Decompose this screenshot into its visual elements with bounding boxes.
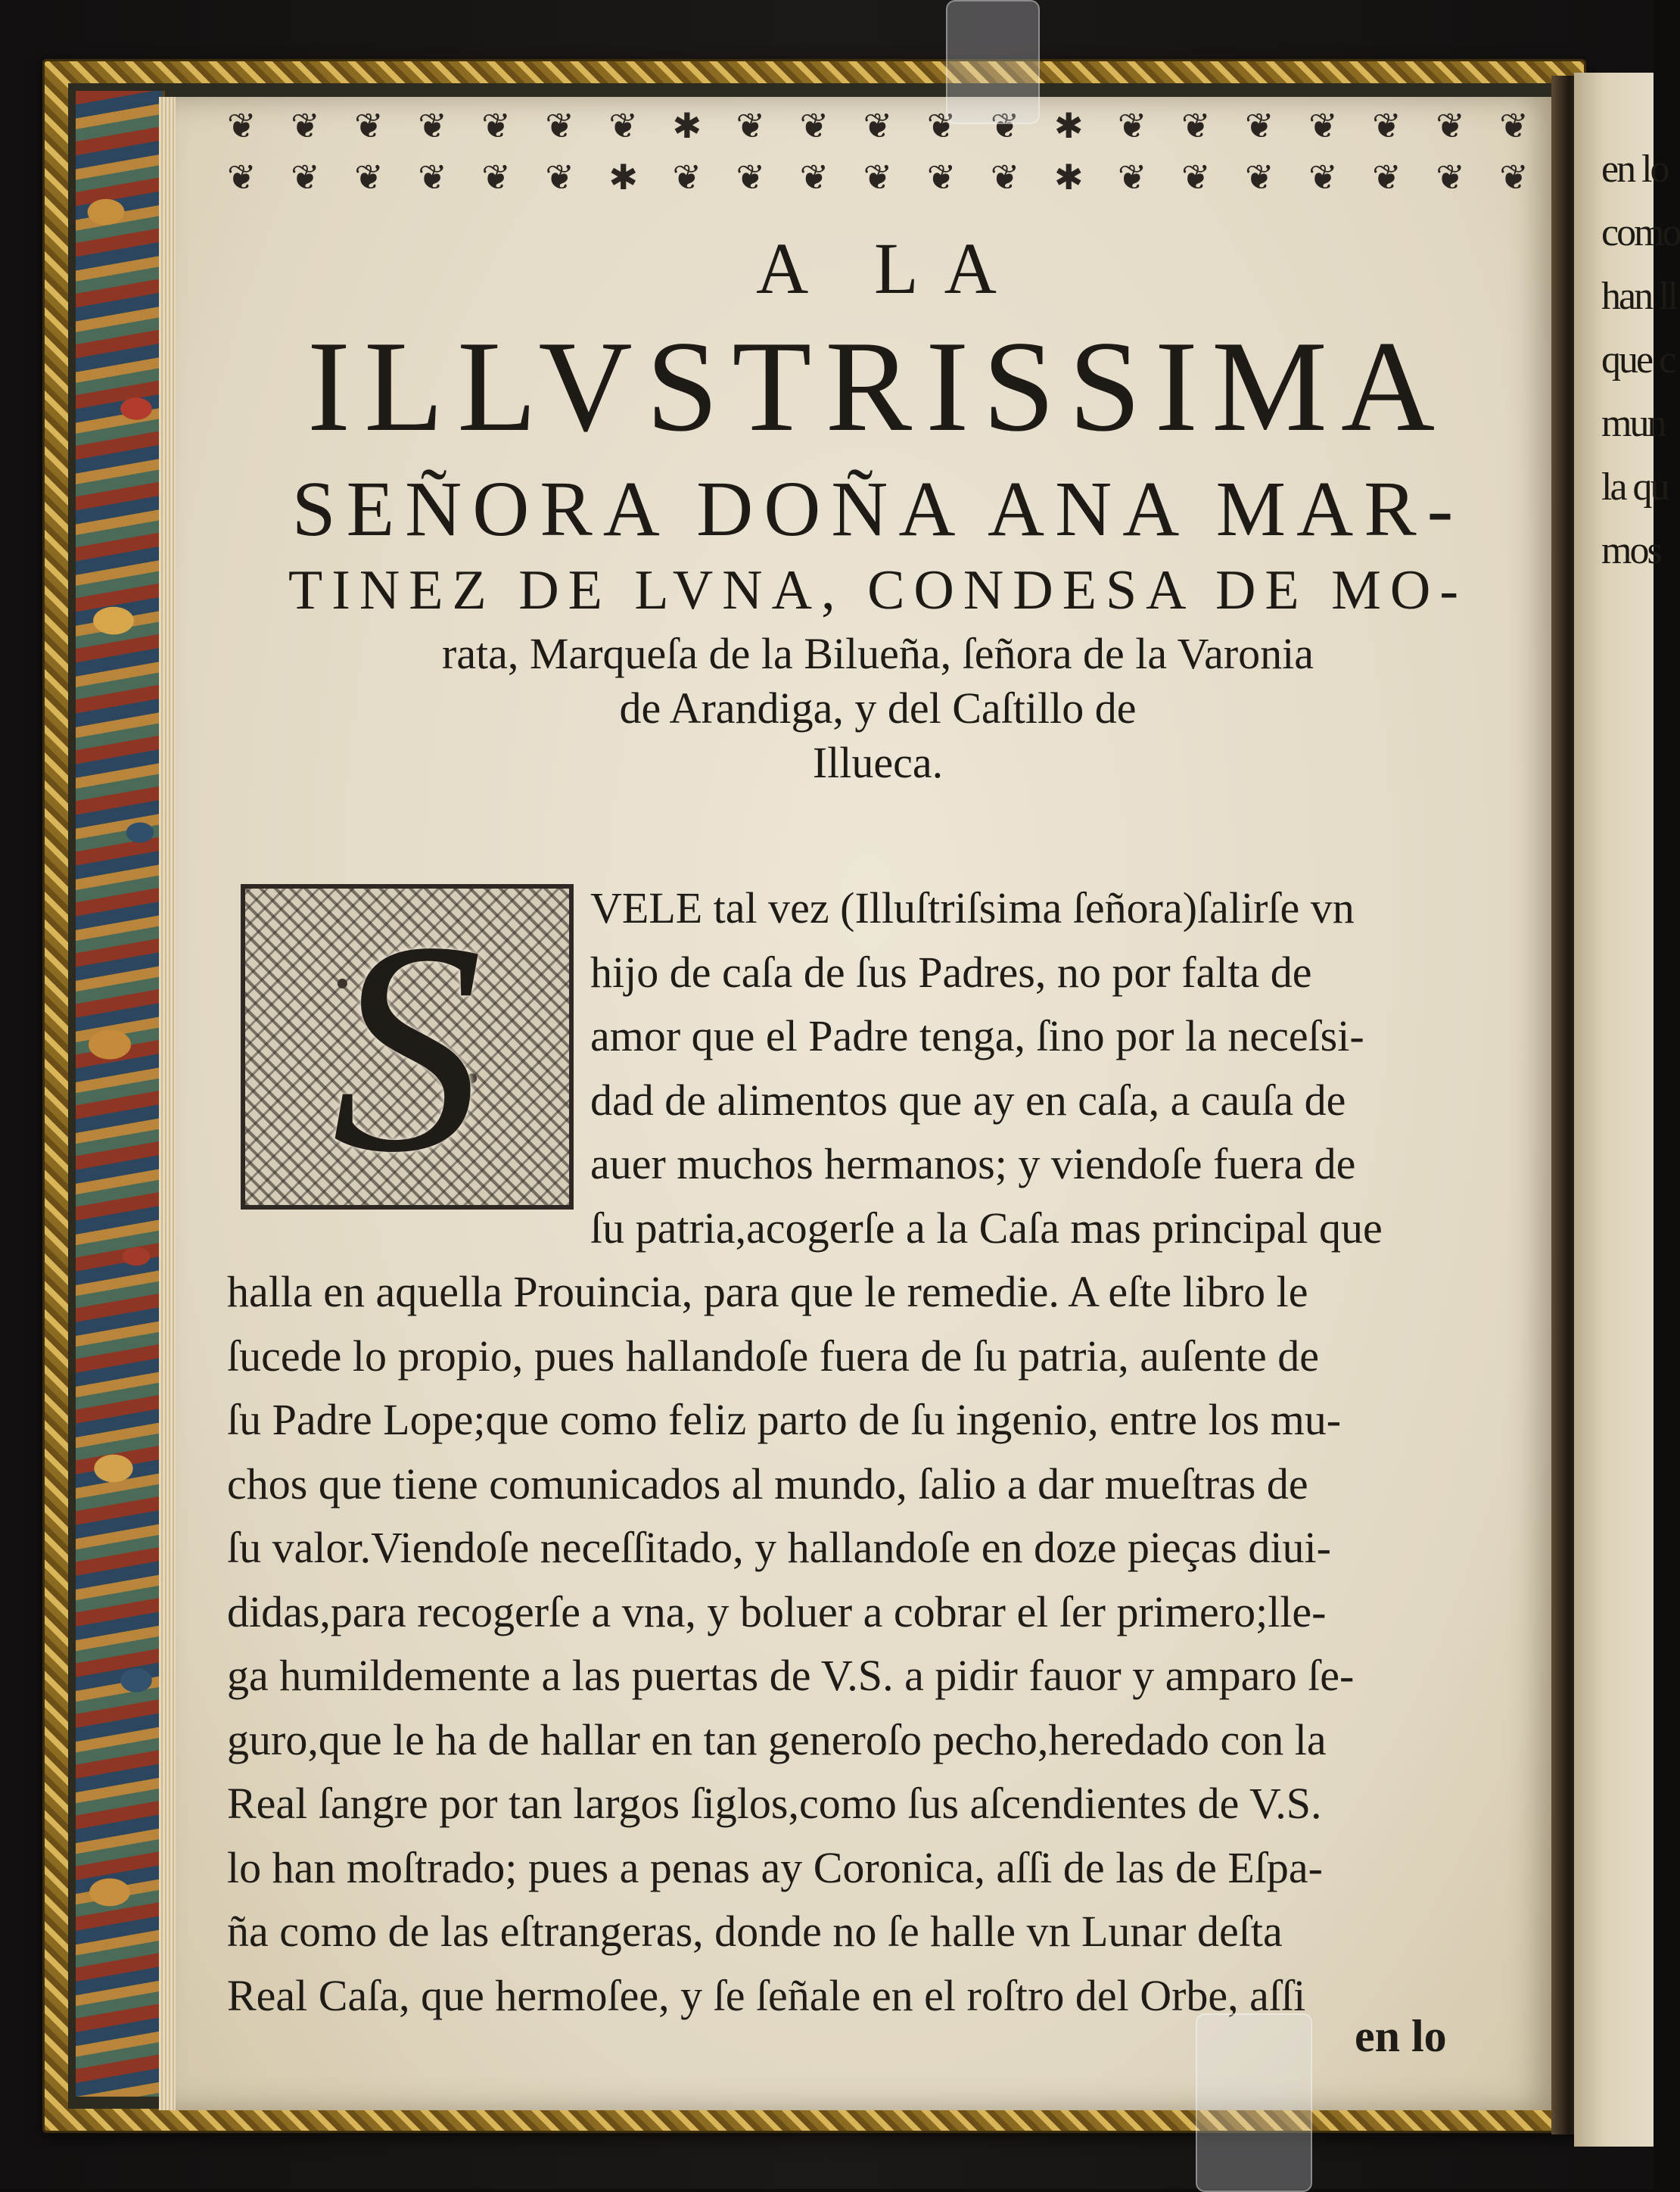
text-line: ſu Padre Lope;que como feliz parto de ſu ingenio, entre los mu- xyxy=(227,1395,1342,1444)
text-line: Real ſangre por tan largos ſiglos,como ſus aſcendientes de V.S. xyxy=(227,1779,1322,1828)
title-line: TINEZ DE LVNA, CONDESA DE MO- xyxy=(288,559,1467,621)
fleuron-ornament: ❦ xyxy=(799,105,829,146)
fleuron-ornament: ❦ xyxy=(608,105,638,146)
fleuron-ornament: ✱ xyxy=(1053,157,1084,198)
title-line: A LA xyxy=(756,228,1022,309)
fleuron-ornament: ❦ xyxy=(545,105,574,146)
fleuron-ornament: ❦ xyxy=(926,105,957,146)
title-line: ILLVSTRISSIMA xyxy=(306,315,1449,459)
ornament-row xyxy=(227,157,1529,197)
fleuron-ornament: ❦ xyxy=(418,157,447,198)
catchword: en lo xyxy=(1355,2011,1447,2061)
fleuron-ornament: ❦ xyxy=(354,157,384,198)
fleuron-ornament: ❦ xyxy=(418,105,447,146)
facing-text-line: en lo xyxy=(1601,148,1668,191)
text-line: ga humildemente a las puertas de V.S. a pidir fauor y amparo ſe- xyxy=(227,1651,1355,1700)
fleuron-ornament: ❦ xyxy=(736,105,766,146)
fleuron-ornament: ❦ xyxy=(481,157,511,198)
fleuron-ornament: ❦ xyxy=(1372,105,1402,146)
fleuron-ornament: ✱ xyxy=(1053,105,1084,146)
facing-text-line: que c xyxy=(1601,338,1675,381)
text-line: auer muchos hermanos; y viendoſe fuera de xyxy=(590,1139,1356,1188)
fleuron-ornament: ❦ xyxy=(1499,105,1529,146)
fleuron-ornament: ❦ xyxy=(799,157,829,198)
fleuron-ornament: ❦ xyxy=(1117,105,1147,146)
fleuron-ornament: ❦ xyxy=(736,157,766,198)
text-line: Real Caſa, que hermoſee, y ſe ſeñale en el roſtro del Orbe, aſſi xyxy=(227,1970,1306,2020)
printer-ornament-band xyxy=(227,106,1529,197)
fleuron-ornament: ✱ xyxy=(672,105,702,146)
title-line: SEÑORA DOÑA ANA MAR- xyxy=(291,465,1464,553)
text-line: amor que el Padre tenga, ſino por la neceſsi- xyxy=(590,1011,1364,1060)
page-clip-bottom xyxy=(1196,2013,1312,2192)
text-line: lo han moſtrado; pues a penas ay Coronica, aſſi de las de Eſpa- xyxy=(227,1842,1323,1892)
facing-text-line: como xyxy=(1601,211,1680,254)
title-line: rata, Marqueſa de la Bilueña, ſeñora de la Varonia xyxy=(442,629,1314,678)
dedication-title xyxy=(219,227,1536,790)
fleuron-ornament: ❦ xyxy=(1245,157,1274,198)
facing-text-line: han ll xyxy=(1601,275,1676,318)
facing-page xyxy=(1574,73,1680,2147)
fleuron-ornament: ❦ xyxy=(354,105,384,146)
dedication-body xyxy=(227,876,1536,2028)
text-line: didas,para recogerſe a vna, y boluer a cobrar el ſer primero;lle- xyxy=(227,1586,1327,1636)
facing-text-line: mun xyxy=(1601,402,1665,445)
text-line: dad de alimentos que ay en caſa, a cauſa de xyxy=(590,1075,1346,1125)
text-line: hijo de caſa de ſus Padres, no por falta de xyxy=(590,947,1312,997)
fleuron-ornament: ❦ xyxy=(1372,157,1402,198)
fleuron-ornament: ❦ xyxy=(1436,157,1465,198)
text-line: chos que tiene comunicados al mundo, ſalio a dar mueſtras de xyxy=(227,1459,1308,1509)
text-line: ſu valor.Viendoſe neceſſitado, y hallandoſe en doze pieças diui- xyxy=(227,1523,1331,1572)
fleuron-ornament: ❦ xyxy=(672,157,702,198)
text-line: ña como de las eſtrangeras, donde no ſe halle vn Lunar deſta xyxy=(227,1907,1283,1956)
fleuron-ornament: ❦ xyxy=(227,105,257,146)
facing-text-line: la qu xyxy=(1601,465,1668,509)
title-line: Illueca. xyxy=(812,738,944,787)
fleuron-ornament: ❦ xyxy=(1499,157,1529,198)
fleuron-ornament: ❦ xyxy=(1181,157,1211,198)
fleuron-ornament: ❦ xyxy=(545,157,574,198)
fleuron-ornament: ❦ xyxy=(1436,105,1465,146)
fleuron-ornament: ❦ xyxy=(481,105,511,146)
fleuron-ornament: ❦ xyxy=(1117,157,1147,198)
text-line: VELE tal vez (Illuſtriſsima ſeñora)ſalirſe vn xyxy=(590,883,1355,933)
fleuron-ornament: ❦ xyxy=(291,157,320,198)
text-line: ſucede lo propio, pues hallandoſe fuera de ſu patria, auſente de xyxy=(227,1331,1319,1381)
title-line: de Arandiga, y del Caſtillo de xyxy=(619,683,1137,733)
fleuron-ornament: ✱ xyxy=(608,157,638,198)
text-line: ſu patria,acogerſe a la Caſa mas principal que xyxy=(590,1203,1383,1253)
fleuron-ornament: ❦ xyxy=(1181,105,1211,146)
fleuron-ornament: ❦ xyxy=(291,105,320,146)
fleuron-ornament: ❦ xyxy=(863,105,893,146)
fleuron-ornament: ❦ xyxy=(1308,105,1338,146)
fleuron-ornament: ❦ xyxy=(863,157,893,198)
marbled-pastedown xyxy=(76,91,165,2097)
initial-letter: S xyxy=(331,880,483,1215)
page-clip-top xyxy=(946,0,1040,124)
fleuron-ornament: ❦ xyxy=(990,105,1020,146)
facing-text-line: mos xyxy=(1601,529,1660,572)
fleuron-ornament: ❦ xyxy=(1245,105,1274,146)
fleuron-ornament: ❦ xyxy=(926,157,957,198)
fleuron-ornament: ❦ xyxy=(1308,157,1338,198)
fleuron-ornament: ❦ xyxy=(227,157,257,198)
fleuron-ornament: ❦ xyxy=(990,157,1020,198)
text-line: halla en aquella Prouincia, para que le remedie. A eſte libro le xyxy=(227,1267,1308,1316)
ornament-row xyxy=(227,106,1529,145)
text-line: guro,que le ha de hallar en tan generoſo pecho,heredado con la xyxy=(227,1714,1327,1764)
